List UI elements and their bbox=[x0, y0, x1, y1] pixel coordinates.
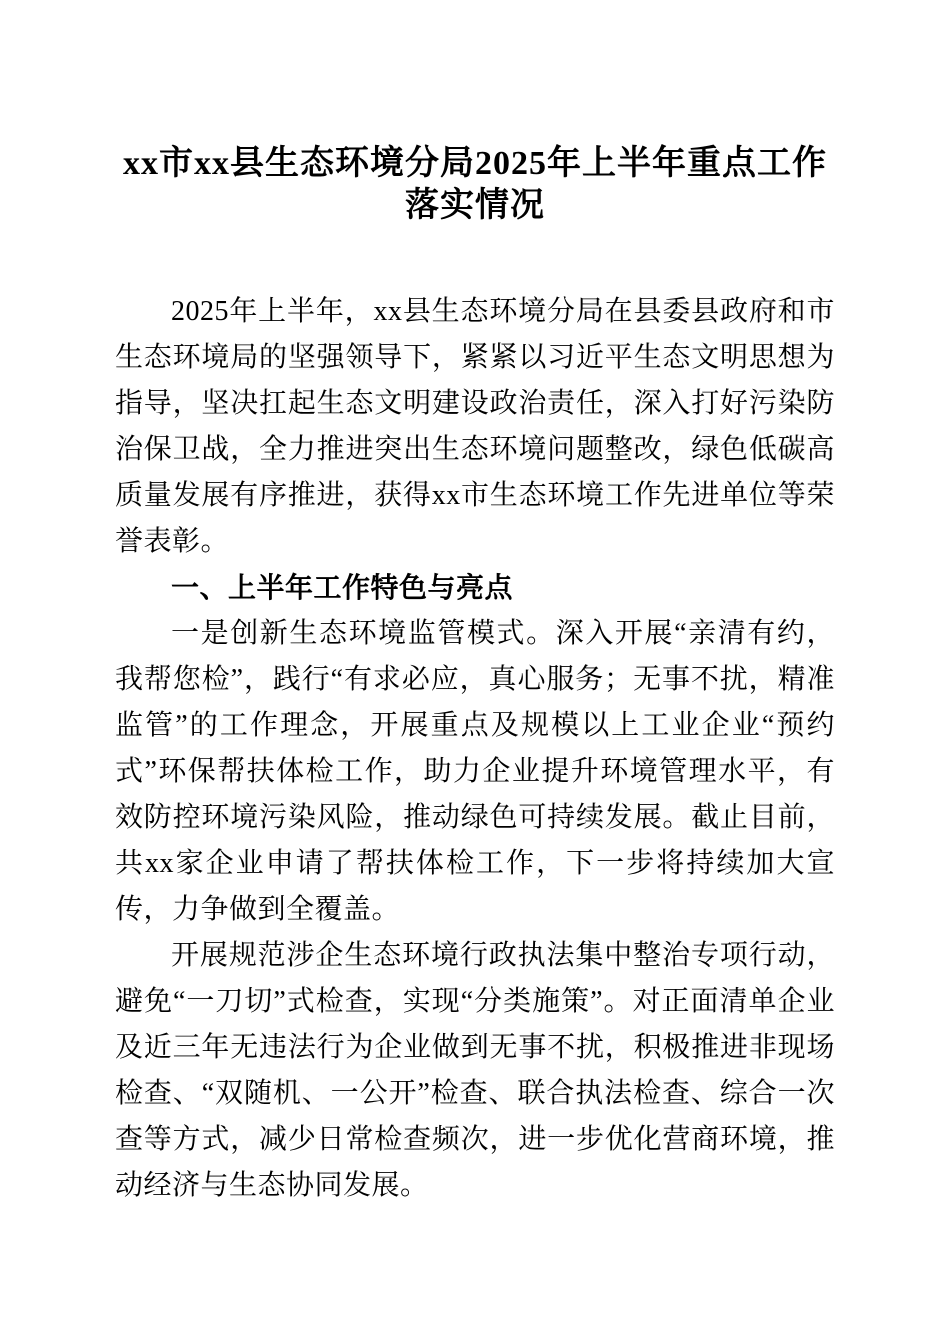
paragraph-intro: 2025年上半年，xx县生态环境分局在县委县政府和市生态环境局的坚强领导下，紧紧以习近平生态文明思想为指导，坚决扛起生态文明建设政治责任，深入打好污染防治保卫战，全力推进突出生态环境问题整改，绿色低碳高质量发展有序推进，获得xx市生态环境工作先进单位等荣誉表彰。 bbox=[115, 296, 835, 557]
paragraph-highlight-1: 一是创新生态环境监管模式。深入开展“亲清有约，我帮您检”，践行“有求必应，真心服务；无事不扰，精准监管”的工作理念，开展重点及规模以上工业企业“预约式”环保帮扶体检工作，助力企业提升环境管理水平，有效防控环境污染风险，推动绿色可持续发展。截止目前，共xx家企业申请了帮扶体检工作，下一步将持续加大宣传，力争做到全覆盖。 bbox=[115, 618, 835, 925]
document-title: xx市xx县生态环境分局2025年上半年重点工作落实情况 bbox=[123, 145, 827, 224]
paragraph-highlight-2: 开展规范涉企生态环境行政执法集中整治专项行动，避免“一刀切”式检查，实现“分类施策”。对正面清单企业及近三年无违法行为企业做到无事不扰，积极推进非现场检查、“双随机、一公开”检查、联合执法检查、综合一次查等方式，减少日常检查频次，进一步优化营商环境，推动经济与生态协同发展。 bbox=[115, 940, 835, 1201]
section-heading-1: 一、上半年工作特色与亮点 bbox=[171, 572, 514, 603]
document-body bbox=[115, 289, 835, 1209]
